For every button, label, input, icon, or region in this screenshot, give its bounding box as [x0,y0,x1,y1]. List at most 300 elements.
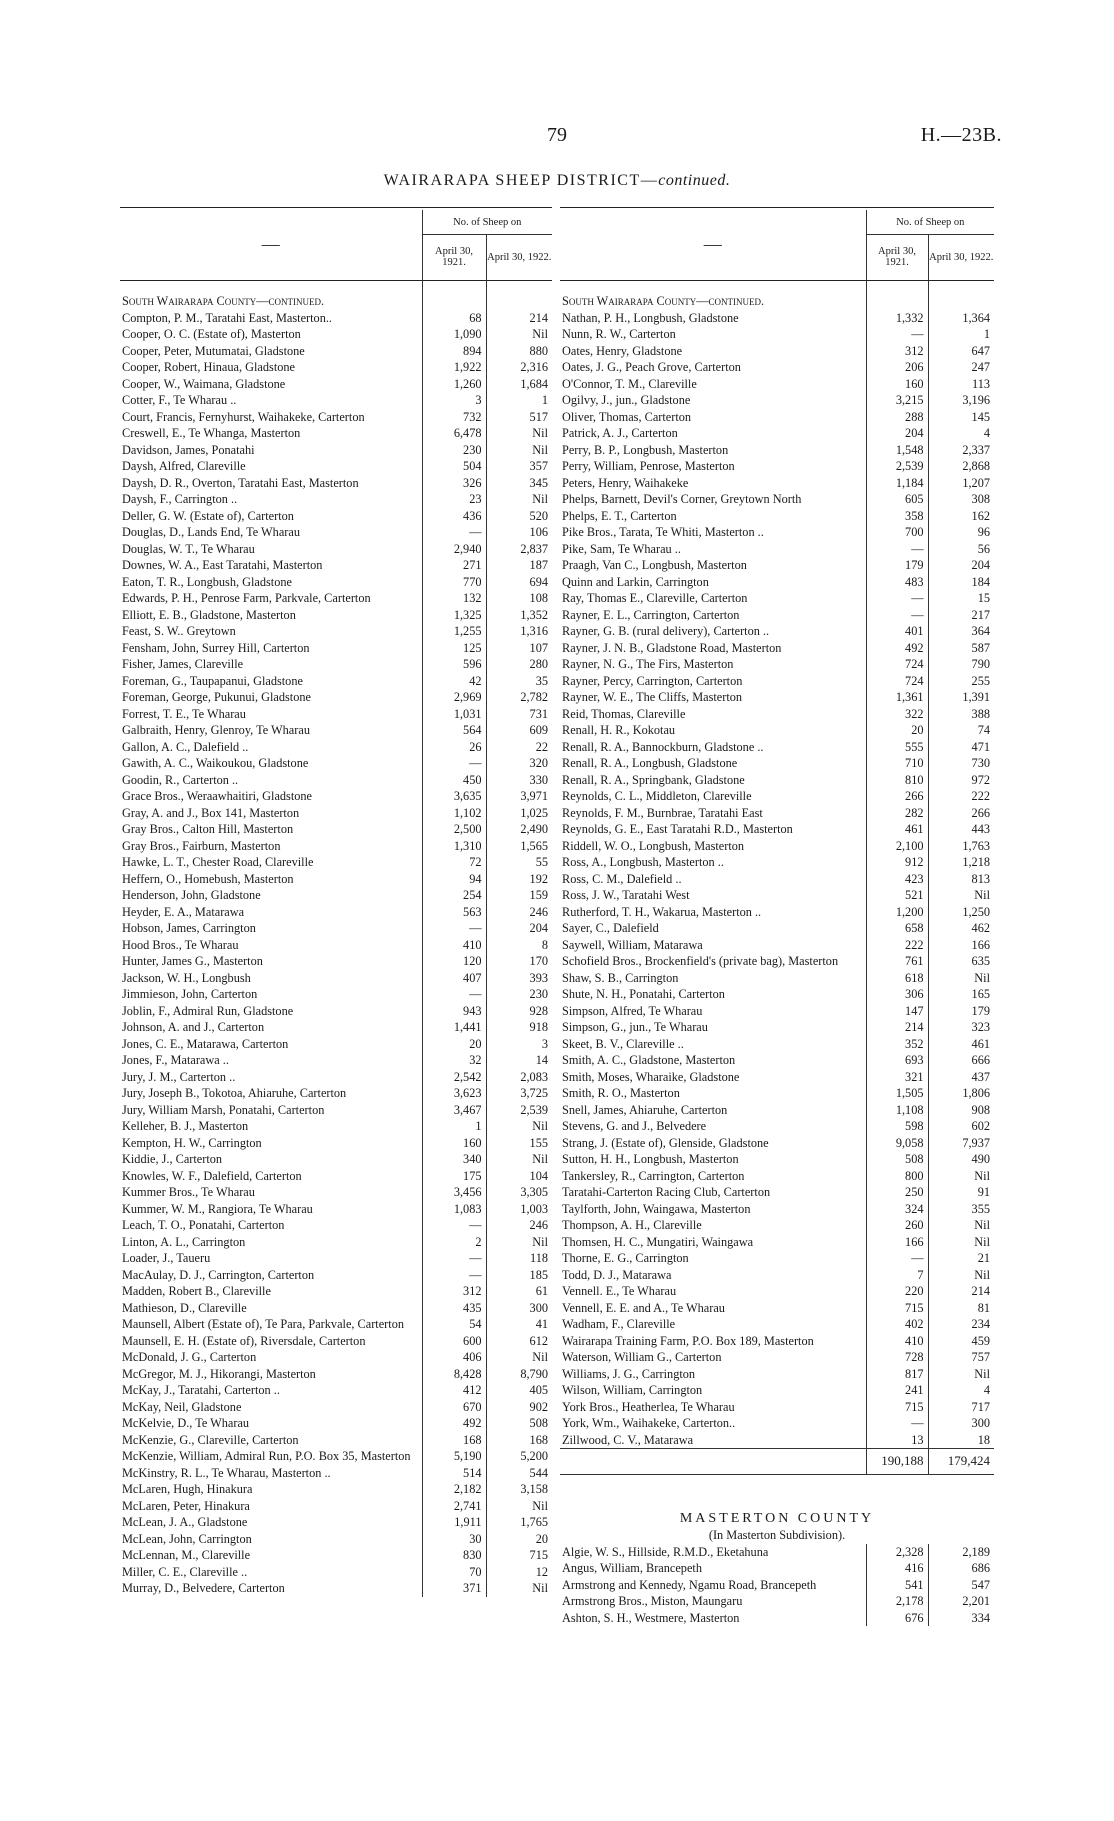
sheep-1922: Nil [486,1580,552,1597]
sheep-1922: 255 [928,673,994,690]
owner-name: Mathieson, D., Clareville [122,1300,247,1315]
sheep-1921: 564 [422,722,486,739]
table-row [120,508,552,525]
table-row [560,326,994,343]
sheep-1921: 2,328 [866,1544,928,1561]
table-row [120,1531,552,1548]
owner-name: Nathan, P. H., Longbush, Gladstone [562,310,739,325]
sheep-1922: 647 [928,343,994,360]
sheep-1921: 1,310 [422,838,486,855]
owner-name: Fisher, James, Clareville [122,657,244,671]
sheep-1922: 55 [486,854,552,871]
table-row [120,970,552,987]
sheep-1921: 326 [422,475,486,492]
sheep-1922: Nil [486,1498,552,1515]
sheep-1922: 113 [928,376,994,393]
sheep-1922: 2,868 [928,458,994,475]
owner-name: Hobson, James, Carrington [122,921,256,935]
owner-name: Wadham, F., Clareville [562,1317,676,1331]
sheep-1921: 943 [422,1003,486,1020]
table-row [560,722,994,739]
table-row [560,1560,994,1577]
sheep-1921: 600 [422,1333,486,1350]
owner-name: Sutton, H. H., Longbush, Masterton [562,1152,739,1166]
owner-name: Loader, J., Taueru [122,1251,211,1265]
year-1921-header: April 30, 1921. [422,235,486,280]
table-row [120,854,552,871]
sheep-1921: 26 [422,739,486,756]
owner-name: Foreman, George, Pukunui, Gladstone [122,690,311,704]
table-row [120,755,552,772]
owner-header: — [261,234,280,254]
owner-name: Kummer Bros., Te Wharau [122,1185,255,1199]
owner-name: Rayner, Percy, Carrington, Carterton [562,673,743,688]
table-row [120,689,552,706]
table-row [120,640,552,657]
table-row [560,1349,994,1366]
sheep-1921: 321 [866,1069,928,1086]
table-row [560,1019,994,1036]
sheep-1922: 266 [928,805,994,822]
table-row [120,524,552,541]
sheep-1922: 2,337 [928,442,994,459]
sheep-1921: 306 [866,986,928,1003]
table-row [120,1168,552,1185]
sheep-1922: Nil [928,1267,994,1284]
owner-name: McLean, John, Carrington [122,1531,252,1546]
sheep-1921: 6,478 [422,425,486,442]
owner-name: Pike Bros., Tarata, Te Whiti, Masterton .. [562,525,764,539]
table-row [120,937,552,954]
sheep-1922: 323 [928,1019,994,1036]
table-row [120,1432,552,1449]
owner-name: Williams, J. G., Carrington [562,1366,696,1381]
sheep-1921: 42 [422,673,486,690]
table-row [120,590,552,607]
owner-name: McKay, J., Taratahi, Carterton .. [122,1383,280,1397]
sheep-1922: 666 [928,1052,994,1069]
sheep-1922: Nil [486,1349,552,1366]
sheep-1922: 170 [486,953,552,970]
sheep-1922: 334 [928,1610,994,1627]
owner-name: Ashton, S. H., Westmere, Masterton [562,1610,740,1625]
sheep-1921: 1,325 [422,607,486,624]
table-row [560,1432,994,1449]
sheep-1922: 717 [928,1399,994,1416]
owner-name: Renall, R. A., Bannockburn, Gladstone .. [562,739,764,754]
sheep-1922: 61 [486,1283,552,1300]
sheep-1922: 108 [486,590,552,607]
table-row [120,1399,552,1416]
table-row [120,1481,552,1498]
table-row [560,1399,994,1416]
owner-name: Wilson, William, Carrington [562,1383,703,1397]
table-row [120,458,552,475]
sheep-1921: 160 [866,376,928,393]
table-row [560,640,994,657]
sheep-1922: 1,763 [928,838,994,855]
sheep-1921: 206 [866,359,928,376]
sheep-count-header: No. of Sheep on [866,210,994,235]
sheep-1922: 731 [486,706,552,723]
sheep-1921: — [422,986,486,1003]
table-row [560,1085,994,1102]
owner-name: Oates, J. G., Peach Grove, Carterton [562,360,741,374]
sheep-1922: 20 [486,1531,552,1548]
table-row [560,1052,994,1069]
sheep-1921: 461 [866,821,928,838]
sheep-1922: 813 [928,871,994,888]
sheep-1922: 162 [928,508,994,525]
sheep-1921: 250 [866,1184,928,1201]
sheep-1921: 658 [866,920,928,937]
sheep-1921: 8,428 [422,1366,486,1383]
sheep-1922: 118 [486,1250,552,1267]
table-row [560,1168,994,1185]
owner-name: Daysh, F., Carrington .. [122,492,238,506]
sheep-1921: 132 [422,590,486,607]
owner-name: Stevens, G. and J., Belvedere [562,1119,707,1133]
sheep-1922: 3,725 [486,1085,552,1102]
table-row [120,1085,552,1102]
sheep-1921: 700 [866,524,928,541]
sheep-1921: 175 [422,1168,486,1185]
sheep-1922: 461 [928,1036,994,1053]
sheep-1922: Nil [486,491,552,508]
owner-name: Renall, H. R., Kokotau [562,723,676,737]
sheep-1922: 230 [486,986,552,1003]
owner-name: Snell, James, Ahiaruhe, Carterton [562,1102,728,1117]
sheep-1922: 81 [928,1300,994,1317]
sheep-1921: — [422,755,486,772]
table-row [560,524,994,541]
table-row [560,623,994,640]
sheep-1922: 471 [928,739,994,756]
owner-name: Perry, B. P., Longbush, Masterton [562,442,729,457]
table-row [120,1217,552,1234]
sheep-1922: 214 [928,1283,994,1300]
subheader-rule-right [560,280,994,281]
table-row [120,904,552,921]
sheep-1922: Nil [486,1151,552,1168]
table-row [560,475,994,492]
sheep-1921: 9,058 [866,1135,928,1152]
sheep-1922: 280 [486,656,552,673]
table-row [120,1234,552,1251]
sheep-1921: 1,255 [422,623,486,640]
sheep-1922: Nil [928,887,994,904]
sheep-1921: 220 [866,1283,928,1300]
table-row [120,1283,552,1300]
sheep-1921: 20 [422,1036,486,1053]
sheep-1921: 72 [422,854,486,871]
sheep-1922: 159 [486,887,552,904]
sheep-1922: 74 [928,722,994,739]
table-row [560,541,994,558]
sheep-1921: 3,215 [866,392,928,409]
sheep-1921: 1,083 [422,1201,486,1218]
sheep-1921: 3,635 [422,788,486,805]
owner-name: Miller, C. E., Clareville .. [122,1564,248,1579]
owner-name: Feast, S. W.. Greytown [122,624,236,638]
sheep-1922: 1 [486,392,552,409]
owner-name: Madden, Robert B., Clareville [122,1284,271,1298]
sheep-1921: 1,332 [866,310,928,327]
sheep-1922: Nil [486,425,552,442]
owner-name: Galbraith, Henry, Glenroy, Te Wharau [122,723,310,737]
table-row [120,772,552,789]
table-row [560,953,994,970]
table-row [120,838,552,855]
sheep-1922: 1 [928,326,994,343]
owner-name: Rayner, J. N. B., Gladstone Road, Masterton [562,640,782,655]
sheep-1922: 4 [928,1382,994,1399]
sheep-1922: 508 [486,1415,552,1432]
table-row [560,887,994,904]
sheep-1921: 168 [422,1432,486,1449]
sheep-1922: 7,937 [928,1135,994,1152]
right-table-body [560,279,994,1449]
owner-name: Grace Bros., Weraawhaitiri, Gladstone [122,789,313,803]
owner-name: Skeet, B. V., Clareville .. [562,1036,684,1051]
table-row [120,1564,552,1581]
owner-name: Peters, Henry, Waihakeke [562,475,689,490]
owner-name: Hunter, James G., Masterton [122,954,263,968]
table-row [120,557,552,574]
owner-name: Phelps, Barnett, Devil's Corner, Greytown North [562,492,802,506]
table-row [560,1316,994,1333]
sheep-1921: 3 [422,392,486,409]
sheep-1922: 320 [486,755,552,772]
owner-name: Smith, A. C., Gladstone, Masterton [562,1053,736,1067]
sheep-1922: 790 [928,656,994,673]
sheep-1921: 894 [422,343,486,360]
owner-name: McLaren, Peter, Hinakura [122,1498,250,1513]
table-row [120,722,552,739]
owner-name: Taratahi-Carterton Racing Club, Carterton [562,1185,771,1199]
owner-name: Armstrong Bros., Miston, Maungaru [562,1594,743,1608]
sheep-1922: 1,806 [928,1085,994,1102]
sheep-1921: 20 [866,722,928,739]
header-rule-left [120,207,552,208]
table-row [560,1069,994,1086]
owner-name: Phelps, E. T., Carterton [562,508,677,523]
sheep-1922: 393 [486,970,552,987]
table-row [120,1201,552,1218]
sheep-1921: 412 [422,1382,486,1399]
sheep-1921: 2,500 [422,821,486,838]
sheep-1921: 2,100 [866,838,928,855]
sheep-1921: 2,969 [422,689,486,706]
sheep-1922: Nil [928,1168,994,1185]
sheep-1921: — [866,541,928,558]
table-row [120,623,552,640]
table-row [560,706,994,723]
right-total-body [560,1449,994,1544]
owner-name: Thorne, E. G., Carrington [562,1251,689,1265]
table-row [560,1003,994,1020]
sheep-1922: 1,025 [486,805,552,822]
sheep-1922: 222 [928,788,994,805]
owner-name: Reynolds, F. M., Burnbrae, Taratahi East [562,805,763,820]
table-row [560,376,994,393]
table-row [560,871,994,888]
owner-name: Heffern, O., Homebush, Masterton [122,871,294,886]
owner-name: Henderson, John, Gladstone [122,888,261,902]
table-row [560,359,994,376]
sheep-1921: 912 [866,854,928,871]
sheep-1922: 602 [928,1118,994,1135]
owner-name: McKenzie, G., Clareville, Carterton [122,1432,299,1447]
sheep-1922: 300 [928,1415,994,1432]
table-row [560,508,994,525]
sheep-1922: 1,565 [486,838,552,855]
sheep-1922: 247 [928,359,994,376]
sheep-1922: Nil [928,1217,994,1234]
owner-name: Vennell, E. E. and A., Te Wharau [562,1300,725,1315]
table-row [120,607,552,624]
sheep-1922: 300 [486,1300,552,1317]
sheep-1922: 187 [486,557,552,574]
table-row [560,590,994,607]
sheep-1921: 3,456 [422,1184,486,1201]
sheep-1921: 1,922 [422,359,486,376]
table-row [120,409,552,426]
sheep-1921: 670 [422,1399,486,1416]
owner-name: Goodin, R., Carterton .. [122,772,239,787]
sheep-1921: 2,539 [866,458,928,475]
sheep-1921: 68 [422,310,486,327]
sheep-1921: 3,623 [422,1085,486,1102]
sheep-1922: 179 [928,1003,994,1020]
table-row [120,442,552,459]
sheep-1921: 54 [422,1316,486,1333]
sheep-1922: 609 [486,722,552,739]
sheep-1921: — [866,1250,928,1267]
sheep-1921: 1,090 [422,326,486,343]
table-row [120,920,552,937]
owner-name: McLennan, M., Clareville [122,1548,251,1562]
owner-name: Smith, R. O., Masterton [562,1086,680,1100]
table-row [120,706,552,723]
owner-name: Edwards, P. H., Penrose Farm, Parkvale, Carterton [122,591,371,605]
sheep-1921: 514 [422,1465,486,1482]
table-row [120,1069,552,1086]
sheep-1921: 2,178 [866,1593,928,1610]
sheep-1922: 217 [928,607,994,624]
owner-name: Todd, D. J., Matarawa [562,1267,672,1282]
sheep-1921: 2 [422,1234,486,1251]
sheep-1921: 492 [422,1415,486,1432]
sheep-1921: 715 [866,1399,928,1416]
owner-name: Cooper, Peter, Mutumatai, Gladstone [122,343,305,358]
table-row [120,805,552,822]
sheep-1921: — [422,1217,486,1234]
sheep-1922: 3,305 [486,1184,552,1201]
table-row [120,1184,552,1201]
sheep-1922: 715 [486,1547,552,1564]
sheep-1922: 2,189 [928,1544,994,1561]
table-row [120,343,552,360]
table-row [120,739,552,756]
sheep-1922: 612 [486,1333,552,1350]
sheep-1922: 12 [486,1564,552,1581]
owner-name: Johnson, A. and J., Carterton [122,1020,265,1034]
sheep-1921: 1,102 [422,805,486,822]
sheep-1921: 2,741 [422,1498,486,1515]
table-row [560,821,994,838]
table-row [560,937,994,954]
owner-name: Ogilvy, J., jun., Gladstone [562,393,691,407]
sheep-1921: 222 [866,937,928,954]
table-row [120,1349,552,1366]
sheep-1921: 541 [866,1577,928,1594]
sheep-1922: 357 [486,458,552,475]
owner-name: Perry, William, Penrose, Masterton [562,459,735,473]
table-row [120,1250,552,1267]
table-row [120,1052,552,1069]
table-row [120,887,552,904]
owner-name: Cooper, W., Waimana, Gladstone [122,376,286,391]
owner-name: Maunsell, E. H. (Estate of), Riversdale, Carterton [122,1333,366,1348]
sheep-1921: 23 [422,491,486,508]
sheep-1921: 371 [422,1580,486,1597]
left-column [120,210,552,1597]
table-row [120,376,552,393]
sheep-1922: 1,316 [486,623,552,640]
table-row [560,920,994,937]
owner-name: York, Wm., Waihakeke, Carterton.. [562,1416,736,1430]
sheep-1922: 106 [486,524,552,541]
sheep-1921: 125 [422,640,486,657]
table-row [120,1547,552,1564]
sheep-1922: 2,782 [486,689,552,706]
owner-name: Jones, C. E., Matarawa, Carterton [122,1036,289,1051]
table-row [560,1333,994,1350]
sheep-1921: 1,108 [866,1102,928,1119]
sheep-1921: 563 [422,904,486,921]
sheep-1922: 459 [928,1333,994,1350]
sheep-1922: 184 [928,574,994,591]
table-row [560,1415,994,1432]
owner-name: Reynolds, C. L., Middleton, Clareville [562,789,752,803]
masterton-table-body [560,1544,994,1627]
table-row [120,656,552,673]
table-row [560,1593,994,1610]
sheep-1922: Nil [928,970,994,987]
sheep-1922: 185 [486,1267,552,1284]
sheep-1922: 8,790 [486,1366,552,1383]
owner-name: McDonald, J. G., Carterton [122,1350,257,1364]
table-row [120,1135,552,1152]
table-row [560,1184,994,1201]
sheep-1921: 120 [422,953,486,970]
owner-name: McKenzie, William, Admiral Run, P.O. Box 35, Masterton [122,1449,411,1463]
table-row [120,475,552,492]
sheep-1922: 2,539 [486,1102,552,1119]
owner-name: Eaton, T. R., Longbush, Gladstone [122,574,292,589]
sheep-1921: 800 [866,1168,928,1185]
sheep-1922: 15 [928,590,994,607]
title-continued: continued. [658,172,731,189]
sheep-1922: 234 [928,1316,994,1333]
sheep-1921: 312 [866,343,928,360]
table-row [560,1366,994,1383]
sheep-1922: 918 [486,1019,552,1036]
table-row [120,1300,552,1317]
total-1921: 190,188 [866,1449,928,1475]
owner-name: Jackson, W. H., Longbush [122,970,251,985]
